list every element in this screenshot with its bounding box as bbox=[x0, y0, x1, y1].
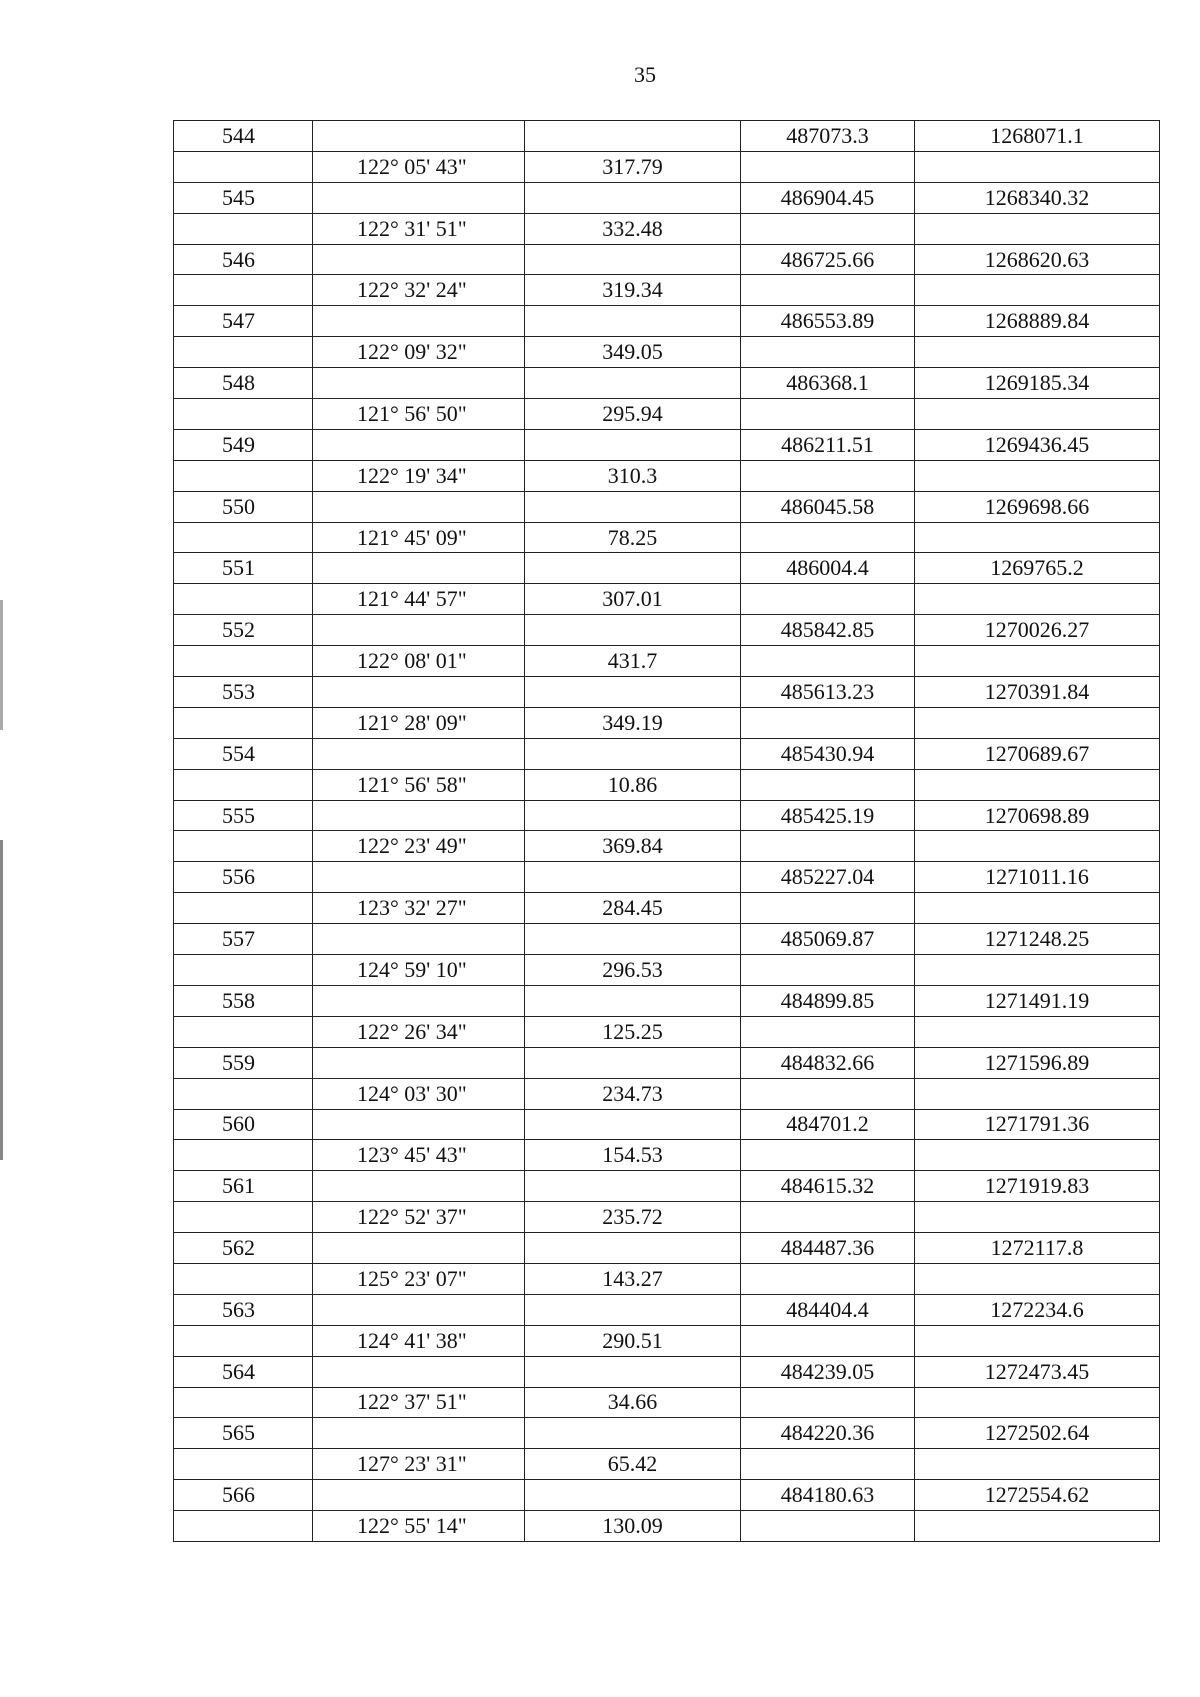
station-row bbox=[174, 1171, 1160, 1202]
bearing-cell: 121° 44' 57" bbox=[313, 584, 525, 615]
empty-cell bbox=[525, 1171, 741, 1202]
empty-cell bbox=[915, 831, 1160, 862]
distance-cell: 332.48 bbox=[525, 213, 741, 244]
empty-cell bbox=[313, 1171, 525, 1202]
station-cell: 565 bbox=[174, 1418, 313, 1449]
empty-cell bbox=[915, 1263, 1160, 1294]
easting-cell: 1269765.2 bbox=[915, 553, 1160, 584]
bearing-cell: 122° 55' 14" bbox=[313, 1511, 525, 1542]
empty-cell bbox=[915, 1511, 1160, 1542]
empty-cell bbox=[741, 1140, 915, 1171]
distance-cell: 319.34 bbox=[525, 275, 741, 306]
empty-cell bbox=[741, 522, 915, 553]
course-row bbox=[174, 1387, 1160, 1418]
course-row bbox=[174, 337, 1160, 368]
course-row bbox=[174, 1263, 1160, 1294]
station-cell: 549 bbox=[174, 429, 313, 460]
empty-cell bbox=[174, 1016, 313, 1047]
station-cell: 566 bbox=[174, 1480, 313, 1511]
empty-cell bbox=[525, 924, 741, 955]
course-row bbox=[174, 1511, 1160, 1542]
empty-cell bbox=[174, 399, 313, 430]
empty-cell bbox=[915, 151, 1160, 182]
empty-cell bbox=[174, 522, 313, 553]
empty-cell bbox=[525, 1109, 741, 1140]
station-row bbox=[174, 182, 1160, 213]
empty-cell bbox=[915, 707, 1160, 738]
course-row bbox=[174, 1140, 1160, 1171]
empty-cell bbox=[741, 1016, 915, 1047]
empty-cell bbox=[915, 337, 1160, 368]
easting-cell: 1271248.25 bbox=[915, 924, 1160, 955]
northing-cell: 485613.23 bbox=[741, 677, 915, 708]
northing-cell: 485425.19 bbox=[741, 800, 915, 831]
empty-cell bbox=[313, 1480, 525, 1511]
empty-cell bbox=[313, 800, 525, 831]
empty-cell bbox=[741, 151, 915, 182]
empty-cell bbox=[915, 584, 1160, 615]
easting-cell: 1268340.32 bbox=[915, 182, 1160, 213]
distance-cell: 125.25 bbox=[525, 1016, 741, 1047]
empty-cell bbox=[915, 1016, 1160, 1047]
empty-cell bbox=[525, 1418, 741, 1449]
station-row bbox=[174, 368, 1160, 399]
empty-cell bbox=[313, 306, 525, 337]
easting-cell: 1271491.19 bbox=[915, 985, 1160, 1016]
empty-cell bbox=[174, 1078, 313, 1109]
easting-cell: 1270698.89 bbox=[915, 800, 1160, 831]
distance-cell: 154.53 bbox=[525, 1140, 741, 1171]
empty-cell bbox=[741, 769, 915, 800]
station-cell: 545 bbox=[174, 182, 313, 213]
station-cell: 546 bbox=[174, 244, 313, 275]
northing-cell: 486004.4 bbox=[741, 553, 915, 584]
distance-cell: 431.7 bbox=[525, 646, 741, 677]
easting-cell: 1271596.89 bbox=[915, 1047, 1160, 1078]
station-cell: 553 bbox=[174, 677, 313, 708]
station-row bbox=[174, 491, 1160, 522]
empty-cell bbox=[915, 1449, 1160, 1480]
bearing-cell: 122° 31' 51" bbox=[313, 213, 525, 244]
empty-cell bbox=[915, 522, 1160, 553]
station-cell: 544 bbox=[174, 121, 313, 152]
empty-cell bbox=[313, 677, 525, 708]
distance-cell: 296.53 bbox=[525, 955, 741, 986]
empty-cell bbox=[741, 707, 915, 738]
empty-cell bbox=[525, 1294, 741, 1325]
bearing-cell: 122° 23' 49" bbox=[313, 831, 525, 862]
station-row bbox=[174, 738, 1160, 769]
empty-cell bbox=[525, 862, 741, 893]
northing-cell: 484404.4 bbox=[741, 1294, 915, 1325]
station-cell: 560 bbox=[174, 1109, 313, 1140]
empty-cell bbox=[915, 955, 1160, 986]
bearing-cell: 122° 09' 32" bbox=[313, 337, 525, 368]
empty-cell bbox=[313, 1047, 525, 1078]
empty-cell bbox=[525, 244, 741, 275]
easting-cell: 1270391.84 bbox=[915, 677, 1160, 708]
northing-cell: 484180.63 bbox=[741, 1480, 915, 1511]
empty-cell bbox=[525, 738, 741, 769]
station-cell: 557 bbox=[174, 924, 313, 955]
station-cell: 555 bbox=[174, 800, 313, 831]
course-row bbox=[174, 955, 1160, 986]
empty-cell bbox=[525, 368, 741, 399]
station-row bbox=[174, 985, 1160, 1016]
station-cell: 547 bbox=[174, 306, 313, 337]
empty-cell bbox=[915, 399, 1160, 430]
station-row bbox=[174, 121, 1160, 152]
distance-cell: 290.51 bbox=[525, 1325, 741, 1356]
easting-cell: 1272117.8 bbox=[915, 1233, 1160, 1264]
distance-cell: 310.3 bbox=[525, 460, 741, 491]
course-row bbox=[174, 707, 1160, 738]
course-row bbox=[174, 1202, 1160, 1233]
bearing-cell: 122° 08' 01" bbox=[313, 646, 525, 677]
distance-cell: 10.86 bbox=[525, 769, 741, 800]
scan-edge-mark bbox=[0, 600, 3, 730]
course-row bbox=[174, 213, 1160, 244]
northing-cell: 485227.04 bbox=[741, 862, 915, 893]
station-row bbox=[174, 800, 1160, 831]
northing-cell: 485430.94 bbox=[741, 738, 915, 769]
empty-cell bbox=[313, 368, 525, 399]
empty-cell bbox=[313, 1418, 525, 1449]
bearing-cell: 122° 32' 24" bbox=[313, 275, 525, 306]
empty-cell bbox=[915, 1202, 1160, 1233]
empty-cell bbox=[174, 1511, 313, 1542]
northing-cell: 486904.45 bbox=[741, 182, 915, 213]
empty-cell bbox=[174, 831, 313, 862]
bearing-cell: 123° 45' 43" bbox=[313, 1140, 525, 1171]
empty-cell bbox=[741, 337, 915, 368]
distance-cell: 349.05 bbox=[525, 337, 741, 368]
empty-cell bbox=[525, 1047, 741, 1078]
bearing-cell: 122° 05' 43" bbox=[313, 151, 525, 182]
empty-cell bbox=[313, 182, 525, 213]
northing-cell: 485069.87 bbox=[741, 924, 915, 955]
station-cell: 551 bbox=[174, 553, 313, 584]
easting-cell: 1268889.84 bbox=[915, 306, 1160, 337]
course-row bbox=[174, 1325, 1160, 1356]
northing-cell: 484701.2 bbox=[741, 1109, 915, 1140]
bearing-cell: 122° 52' 37" bbox=[313, 1202, 525, 1233]
empty-cell bbox=[313, 429, 525, 460]
empty-cell bbox=[741, 1325, 915, 1356]
easting-cell: 1270026.27 bbox=[915, 615, 1160, 646]
empty-cell bbox=[525, 800, 741, 831]
station-row bbox=[174, 1294, 1160, 1325]
distance-cell: 349.19 bbox=[525, 707, 741, 738]
empty-cell bbox=[525, 1480, 741, 1511]
empty-cell bbox=[174, 460, 313, 491]
scan-edge-mark bbox=[0, 840, 3, 1160]
course-row bbox=[174, 460, 1160, 491]
station-row bbox=[174, 1047, 1160, 1078]
distance-cell: 295.94 bbox=[525, 399, 741, 430]
easting-cell: 1271011.16 bbox=[915, 862, 1160, 893]
bearing-cell: 121° 45' 09" bbox=[313, 522, 525, 553]
course-row bbox=[174, 893, 1160, 924]
empty-cell bbox=[741, 1449, 915, 1480]
bearing-cell: 124° 59' 10" bbox=[313, 955, 525, 986]
northing-cell: 486211.51 bbox=[741, 429, 915, 460]
empty-cell bbox=[313, 985, 525, 1016]
northing-cell: 484832.66 bbox=[741, 1047, 915, 1078]
bearing-cell: 125° 23' 07" bbox=[313, 1263, 525, 1294]
easting-cell: 1271791.36 bbox=[915, 1109, 1160, 1140]
northing-cell: 486553.89 bbox=[741, 306, 915, 337]
course-row bbox=[174, 1016, 1160, 1047]
station-row bbox=[174, 429, 1160, 460]
station-row bbox=[174, 1356, 1160, 1387]
station-row bbox=[174, 615, 1160, 646]
bearing-cell: 127° 23' 31" bbox=[313, 1449, 525, 1480]
empty-cell bbox=[313, 491, 525, 522]
empty-cell bbox=[741, 893, 915, 924]
empty-cell bbox=[741, 275, 915, 306]
empty-cell bbox=[741, 584, 915, 615]
course-row bbox=[174, 522, 1160, 553]
empty-cell bbox=[915, 460, 1160, 491]
distance-cell: 143.27 bbox=[525, 1263, 741, 1294]
station-row bbox=[174, 244, 1160, 275]
empty-cell bbox=[174, 1325, 313, 1356]
empty-cell bbox=[174, 707, 313, 738]
easting-cell: 1268620.63 bbox=[915, 244, 1160, 275]
northing-cell: 484487.36 bbox=[741, 1233, 915, 1264]
easting-cell: 1272473.45 bbox=[915, 1356, 1160, 1387]
empty-cell bbox=[313, 244, 525, 275]
bearing-cell: 121° 28' 09" bbox=[313, 707, 525, 738]
empty-cell bbox=[313, 1356, 525, 1387]
empty-cell bbox=[525, 615, 741, 646]
empty-cell bbox=[174, 213, 313, 244]
bearing-cell: 121° 56' 50" bbox=[313, 399, 525, 430]
empty-cell bbox=[741, 1078, 915, 1109]
empty-cell bbox=[741, 1511, 915, 1542]
empty-cell bbox=[313, 1233, 525, 1264]
station-row bbox=[174, 924, 1160, 955]
empty-cell bbox=[741, 1387, 915, 1418]
easting-cell: 1269698.66 bbox=[915, 491, 1160, 522]
empty-cell bbox=[915, 1140, 1160, 1171]
course-row bbox=[174, 584, 1160, 615]
empty-cell bbox=[174, 955, 313, 986]
northing-cell: 484899.85 bbox=[741, 985, 915, 1016]
empty-cell bbox=[525, 553, 741, 584]
empty-cell bbox=[741, 460, 915, 491]
empty-cell bbox=[525, 677, 741, 708]
course-row bbox=[174, 1078, 1160, 1109]
empty-cell bbox=[174, 893, 313, 924]
station-row bbox=[174, 1109, 1160, 1140]
empty-cell bbox=[741, 646, 915, 677]
distance-cell: 235.72 bbox=[525, 1202, 741, 1233]
empty-cell bbox=[741, 213, 915, 244]
bearing-cell: 121° 56' 58" bbox=[313, 769, 525, 800]
empty-cell bbox=[174, 1387, 313, 1418]
empty-cell bbox=[915, 1078, 1160, 1109]
survey-table-body bbox=[174, 121, 1160, 1542]
easting-cell: 1269436.45 bbox=[915, 429, 1160, 460]
empty-cell bbox=[525, 306, 741, 337]
empty-cell bbox=[915, 1387, 1160, 1418]
empty-cell bbox=[741, 399, 915, 430]
empty-cell bbox=[174, 151, 313, 182]
empty-cell bbox=[313, 924, 525, 955]
course-row bbox=[174, 275, 1160, 306]
empty-cell bbox=[525, 121, 741, 152]
distance-cell: 65.42 bbox=[525, 1449, 741, 1480]
course-row bbox=[174, 1449, 1160, 1480]
station-cell: 563 bbox=[174, 1294, 313, 1325]
station-cell: 556 bbox=[174, 862, 313, 893]
empty-cell bbox=[313, 862, 525, 893]
station-cell: 558 bbox=[174, 985, 313, 1016]
empty-cell bbox=[741, 1263, 915, 1294]
empty-cell bbox=[915, 769, 1160, 800]
station-row bbox=[174, 1418, 1160, 1449]
empty-cell bbox=[741, 955, 915, 986]
station-cell: 559 bbox=[174, 1047, 313, 1078]
course-row bbox=[174, 399, 1160, 430]
empty-cell bbox=[174, 584, 313, 615]
station-cell: 548 bbox=[174, 368, 313, 399]
station-row bbox=[174, 306, 1160, 337]
northing-cell: 486725.66 bbox=[741, 244, 915, 275]
empty-cell bbox=[915, 893, 1160, 924]
empty-cell bbox=[313, 1109, 525, 1140]
station-cell: 550 bbox=[174, 491, 313, 522]
distance-cell: 234.73 bbox=[525, 1078, 741, 1109]
empty-cell bbox=[915, 213, 1160, 244]
bearing-cell: 124° 41' 38" bbox=[313, 1325, 525, 1356]
empty-cell bbox=[174, 1263, 313, 1294]
empty-cell bbox=[525, 491, 741, 522]
northing-cell: 486368.1 bbox=[741, 368, 915, 399]
empty-cell bbox=[174, 275, 313, 306]
page-number: 35 bbox=[634, 62, 656, 87]
station-cell: 554 bbox=[174, 738, 313, 769]
bearing-cell: 124° 03' 30" bbox=[313, 1078, 525, 1109]
empty-cell bbox=[313, 121, 525, 152]
empty-cell bbox=[915, 275, 1160, 306]
station-row bbox=[174, 1480, 1160, 1511]
empty-cell bbox=[525, 985, 741, 1016]
empty-cell bbox=[313, 1294, 525, 1325]
station-row bbox=[174, 862, 1160, 893]
northing-cell: 484615.32 bbox=[741, 1171, 915, 1202]
empty-cell bbox=[915, 646, 1160, 677]
easting-cell: 1270689.67 bbox=[915, 738, 1160, 769]
empty-cell bbox=[525, 1356, 741, 1387]
distance-cell: 317.79 bbox=[525, 151, 741, 182]
empty-cell bbox=[174, 646, 313, 677]
empty-cell bbox=[174, 1449, 313, 1480]
survey-table bbox=[173, 120, 1160, 1542]
easting-cell: 1272502.64 bbox=[915, 1418, 1160, 1449]
station-cell: 552 bbox=[174, 615, 313, 646]
northing-cell: 487073.3 bbox=[741, 121, 915, 152]
distance-cell: 369.84 bbox=[525, 831, 741, 862]
station-row bbox=[174, 677, 1160, 708]
northing-cell: 484239.05 bbox=[741, 1356, 915, 1387]
empty-cell bbox=[313, 615, 525, 646]
bearing-cell: 122° 26' 34" bbox=[313, 1016, 525, 1047]
station-cell: 564 bbox=[174, 1356, 313, 1387]
course-row bbox=[174, 769, 1160, 800]
station-cell: 561 bbox=[174, 1171, 313, 1202]
distance-cell: 78.25 bbox=[525, 522, 741, 553]
easting-cell: 1271919.83 bbox=[915, 1171, 1160, 1202]
station-cell: 562 bbox=[174, 1233, 313, 1264]
bearing-cell: 122° 19' 34" bbox=[313, 460, 525, 491]
easting-cell: 1268071.1 bbox=[915, 121, 1160, 152]
course-row bbox=[174, 151, 1160, 182]
course-row bbox=[174, 646, 1160, 677]
bearing-cell: 123° 32' 27" bbox=[313, 893, 525, 924]
northing-cell: 485842.85 bbox=[741, 615, 915, 646]
distance-cell: 307.01 bbox=[525, 584, 741, 615]
northing-cell: 484220.36 bbox=[741, 1418, 915, 1449]
empty-cell bbox=[525, 429, 741, 460]
distance-cell: 34.66 bbox=[525, 1387, 741, 1418]
easting-cell: 1272554.62 bbox=[915, 1480, 1160, 1511]
empty-cell bbox=[741, 1202, 915, 1233]
empty-cell bbox=[525, 182, 741, 213]
empty-cell bbox=[174, 1140, 313, 1171]
course-row bbox=[174, 831, 1160, 862]
station-row bbox=[174, 553, 1160, 584]
northing-cell: 486045.58 bbox=[741, 491, 915, 522]
empty-cell bbox=[174, 769, 313, 800]
empty-cell bbox=[174, 337, 313, 368]
easting-cell: 1269185.34 bbox=[915, 368, 1160, 399]
distance-cell: 130.09 bbox=[525, 1511, 741, 1542]
easting-cell: 1272234.6 bbox=[915, 1294, 1160, 1325]
empty-cell bbox=[313, 738, 525, 769]
empty-cell bbox=[741, 831, 915, 862]
station-row bbox=[174, 1233, 1160, 1264]
distance-cell: 284.45 bbox=[525, 893, 741, 924]
bearing-cell: 122° 37' 51" bbox=[313, 1387, 525, 1418]
empty-cell bbox=[915, 1325, 1160, 1356]
empty-cell bbox=[525, 1233, 741, 1264]
empty-cell bbox=[313, 553, 525, 584]
empty-cell bbox=[174, 1202, 313, 1233]
